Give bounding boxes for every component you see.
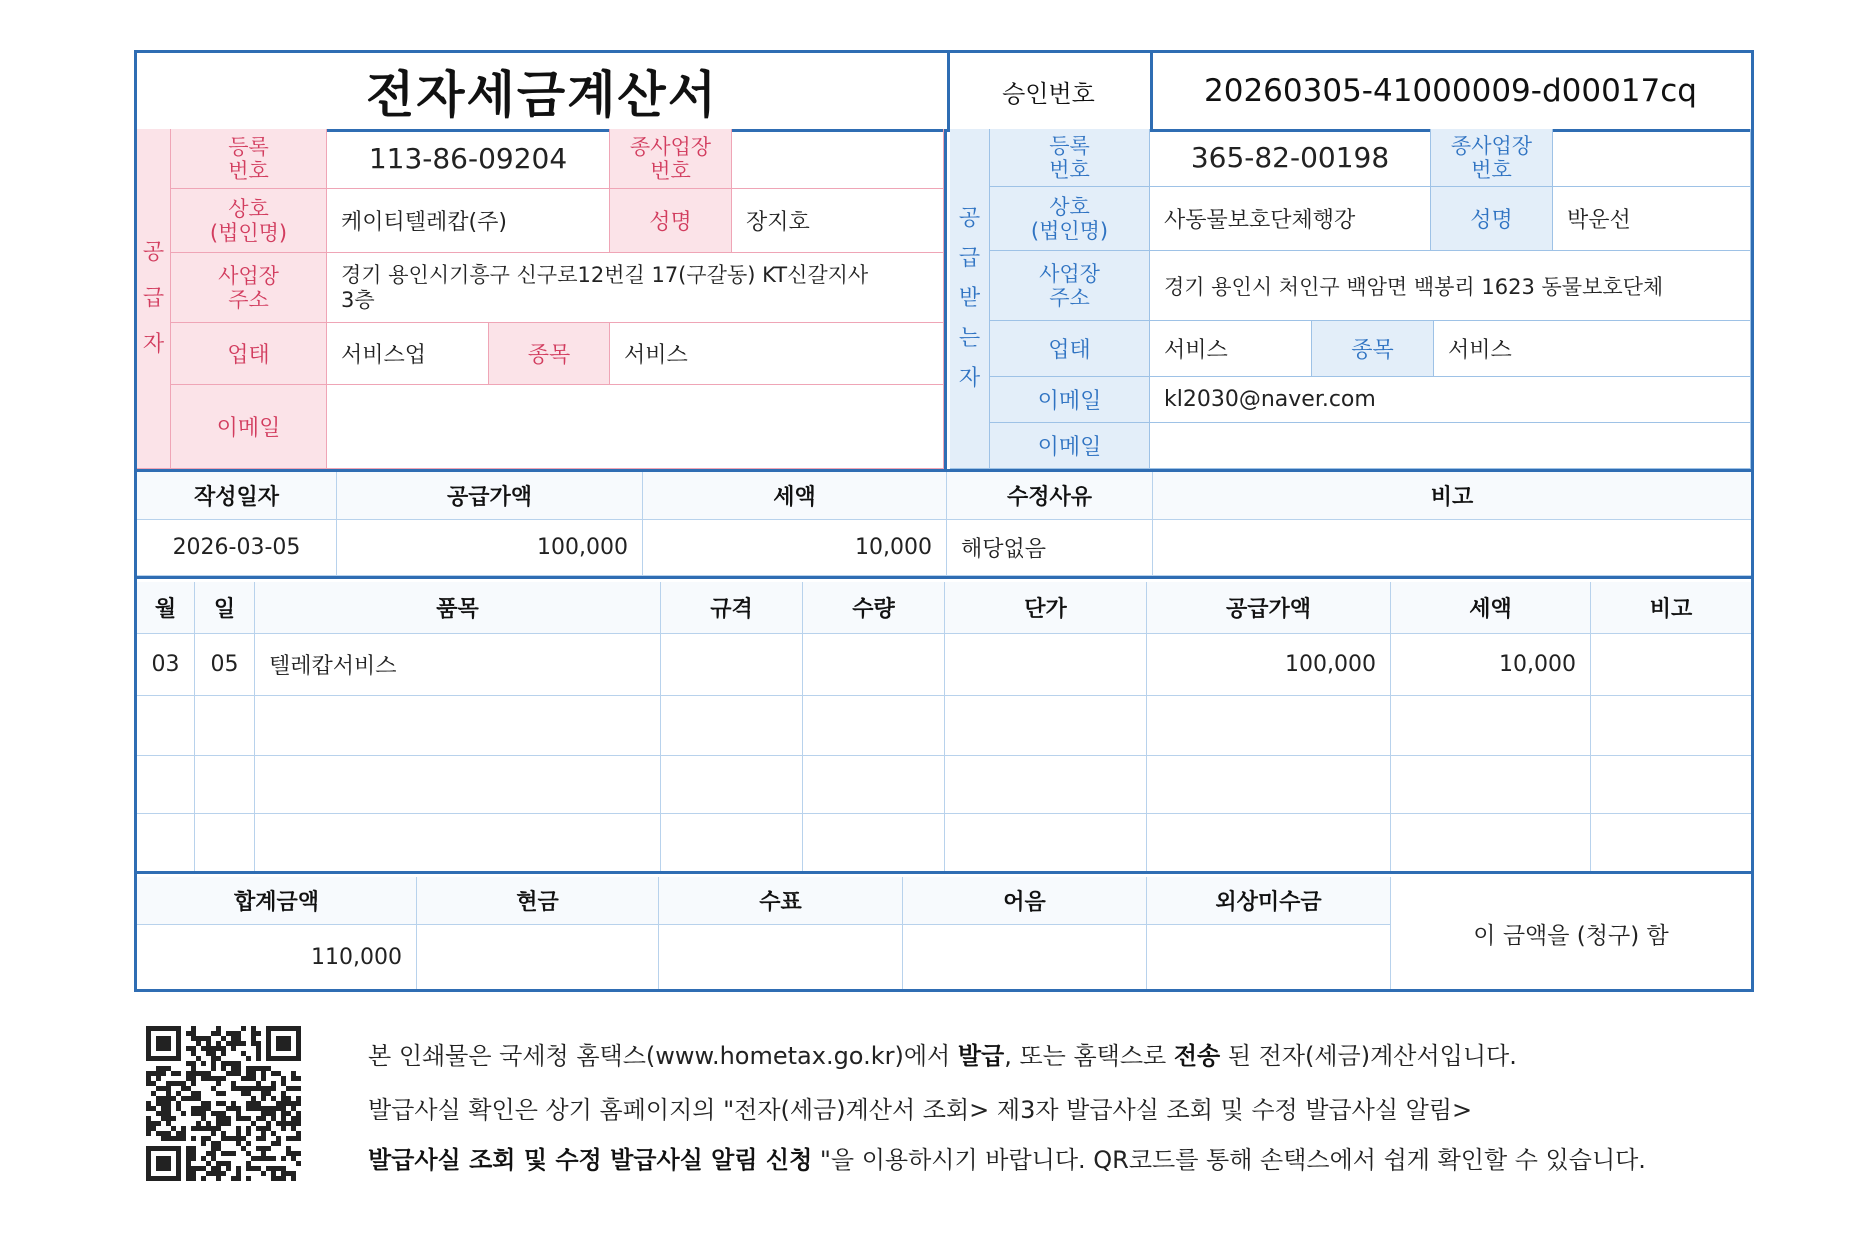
items-row-0-month: 03: [137, 634, 195, 696]
supplier-email-label: 이메일: [171, 385, 327, 469]
totals-header-total: 합계금액: [137, 877, 417, 925]
items-row-1-spec: [661, 696, 803, 756]
supplier-biz-type: 서비스업: [327, 323, 489, 385]
notice-line-3: 발급사실 조회 및 수정 발급사실 알림 신청 "을 이용하시기 바랍니다. QR코드를 통해 손택스에서 쉽게 확인할 수 있습니다.: [368, 1146, 1646, 1174]
supplier-section: [137, 129, 947, 469]
totals-section: [137, 877, 1751, 989]
items-row-0-item: 텔레캅서비스: [255, 634, 661, 696]
items-row-1-note: [1591, 696, 1751, 756]
summary-supply: 100,000: [337, 520, 643, 576]
supplier-item-label: 종목: [489, 323, 610, 385]
buyer-biz-type: 서비스: [1150, 321, 1312, 377]
summary-date: 2026-03-05: [137, 520, 337, 576]
buyer-item: 서비스: [1434, 321, 1751, 377]
supplier-addr-label: 사업장 주소: [171, 253, 327, 323]
items-row-0-day: 05: [195, 634, 255, 696]
items-section: [137, 582, 1751, 874]
summary-tax: 10,000: [643, 520, 947, 576]
items-row-1-qty: [803, 696, 945, 756]
items-row-0-note: [1591, 634, 1751, 696]
buyer-biz-label: 업태: [990, 321, 1150, 377]
buyer-name-label: 상호 (법인명): [990, 187, 1150, 251]
items-row-1-tax: [1391, 696, 1591, 756]
buyer-email2-label: 이메일: [990, 423, 1150, 469]
items-row-0-supply: 100,000: [1147, 634, 1391, 696]
items-row-2-unit-price: [945, 756, 1147, 814]
supplier-rep: 장지호: [732, 189, 944, 253]
items-row-0-tax: 10,000: [1391, 634, 1591, 696]
supplier-rep-label: 성명: [610, 189, 732, 253]
buyer-email-label: 이메일: [990, 377, 1150, 423]
items-row-3-qty: [803, 814, 945, 871]
items-header-spec: 규격: [661, 582, 803, 634]
items-header-qty: 수량: [803, 582, 945, 634]
buyer-reg-no: 365-82-00198: [1150, 129, 1431, 187]
totals-header-cash: 현금: [417, 877, 659, 925]
items-row-3-month: [137, 814, 195, 871]
supplier-item: 서비스: [610, 323, 944, 385]
items-row-1-supply: [1147, 696, 1391, 756]
buyer-reg-label: 등록 번호: [990, 129, 1150, 187]
totals-claim: 이 금액을 (청구) 함: [1473, 922, 1669, 949]
supplier-reg-label: 등록 번호: [171, 129, 327, 189]
notice-line-1: 본 인쇄물은 국세청 홈택스(www.hometax.go.kr)에서 발급, 또는 홈택스로 전송 된 전자(세금)계산서입니다.: [368, 1042, 1517, 1070]
buyer-addr: 경기 용인시 처인구 백암면 백봉리 1623 동물보호단체: [1150, 251, 1751, 321]
items-row-3-unit-price: [945, 814, 1147, 871]
items-row-2-spec: [661, 756, 803, 814]
supplier-name-label: 상호 (법인명): [171, 189, 327, 253]
qr-code[interactable]: [146, 1026, 301, 1181]
totals-total: 110,000: [137, 925, 417, 989]
items-row-1-month: [137, 696, 195, 756]
summary-section: [137, 469, 1751, 579]
items-row-1-item: [255, 696, 661, 756]
buyer-rep-label: 성명: [1431, 187, 1553, 251]
summary-header-note: 비고: [1153, 472, 1751, 520]
items-row-2-item: [255, 756, 661, 814]
summary-header-tax: 세액: [643, 472, 947, 520]
items-row-2-tax: [1391, 756, 1591, 814]
items-row-2-supply: [1147, 756, 1391, 814]
items-row-1-unit-price: [945, 696, 1147, 756]
supplier-addr: 경기 용인시기흥구 신구로12번길 17(구갈동) KT신갈지사 3층: [327, 253, 944, 323]
buyer-sub-no: [1553, 129, 1751, 187]
buyer-section: [950, 129, 1751, 469]
items-row-1-day: [195, 696, 255, 756]
summary-reason: 해당없음: [947, 520, 1153, 576]
buyer-email2: [1150, 423, 1751, 469]
summary-header-reason: 수정사유: [947, 472, 1153, 520]
summary-note: [1153, 520, 1751, 576]
summary-header-date: 작성일자: [137, 472, 337, 520]
totals-receivable: [1147, 925, 1391, 989]
supplier-side-label: 공 급 자: [137, 129, 171, 469]
items-header-item: 품목: [255, 582, 661, 634]
totals-cash: [417, 925, 659, 989]
approval-number: 20260305-41000009-d00017cq: [1150, 53, 1751, 132]
buyer-sub-label: 종사업장 번호: [1431, 129, 1553, 187]
items-row-0-unit-price: [945, 634, 1147, 696]
buyer-email: kl2030@naver.com: [1150, 377, 1751, 423]
supplier-sub-label: 종사업장 번호: [610, 129, 732, 189]
items-header-month: 월: [137, 582, 195, 634]
totals-header-note: 어음: [903, 877, 1147, 925]
supplier-sub-no: [732, 129, 944, 189]
items-header-tax: 세액: [1391, 582, 1591, 634]
items-row-3-item: [255, 814, 661, 871]
items-row-3-note: [1591, 814, 1751, 871]
summary-header-supply: 공급가액: [337, 472, 643, 520]
buyer-side-label: 공 급 받 는 자: [950, 129, 990, 469]
items-header-day: 일: [195, 582, 255, 634]
totals-header-receivable: 외상미수금: [1147, 877, 1391, 925]
supplier-reg-no: 113-86-09204: [327, 129, 610, 189]
items-row-3-supply: [1147, 814, 1391, 871]
buyer-item-label: 종목: [1312, 321, 1434, 377]
items-row-2-note: [1591, 756, 1751, 814]
items-header-unit-price: 단가: [945, 582, 1147, 634]
items-row-0-qty: [803, 634, 945, 696]
items-row-2-qty: [803, 756, 945, 814]
invoice-title: 전자세금계산서: [137, 53, 950, 132]
tax-invoice: [134, 50, 1754, 992]
buyer-name: 사동물보호단체행강: [1150, 187, 1431, 251]
buyer-addr-label: 사업장 주소: [990, 251, 1150, 321]
items-row-3-day: [195, 814, 255, 871]
items-row-0-spec: [661, 634, 803, 696]
supplier-email: [327, 385, 944, 469]
items-row-3-spec: [661, 814, 803, 871]
supplier-name: 케이티텔레캅(주): [327, 189, 610, 253]
items-row-3-tax: [1391, 814, 1591, 871]
totals-note: [903, 925, 1147, 989]
items-row-2-month: [137, 756, 195, 814]
supplier-biz-label: 업태: [171, 323, 327, 385]
items-header-supply: 공급가액: [1147, 582, 1391, 634]
approval-label: 승인번호: [947, 53, 1153, 132]
totals-check: [659, 925, 903, 989]
notice-line-2: 발급사실 확인은 상기 홈페이지의 "전자(세금)계산서 조회> 제3자 발급사실 조회 및 수정 발급사실 알림>: [368, 1096, 1473, 1124]
items-row-2-day: [195, 756, 255, 814]
items-header-note: 비고: [1591, 582, 1751, 634]
totals-header-check: 수표: [659, 877, 903, 925]
buyer-rep: 박운선: [1553, 187, 1751, 251]
